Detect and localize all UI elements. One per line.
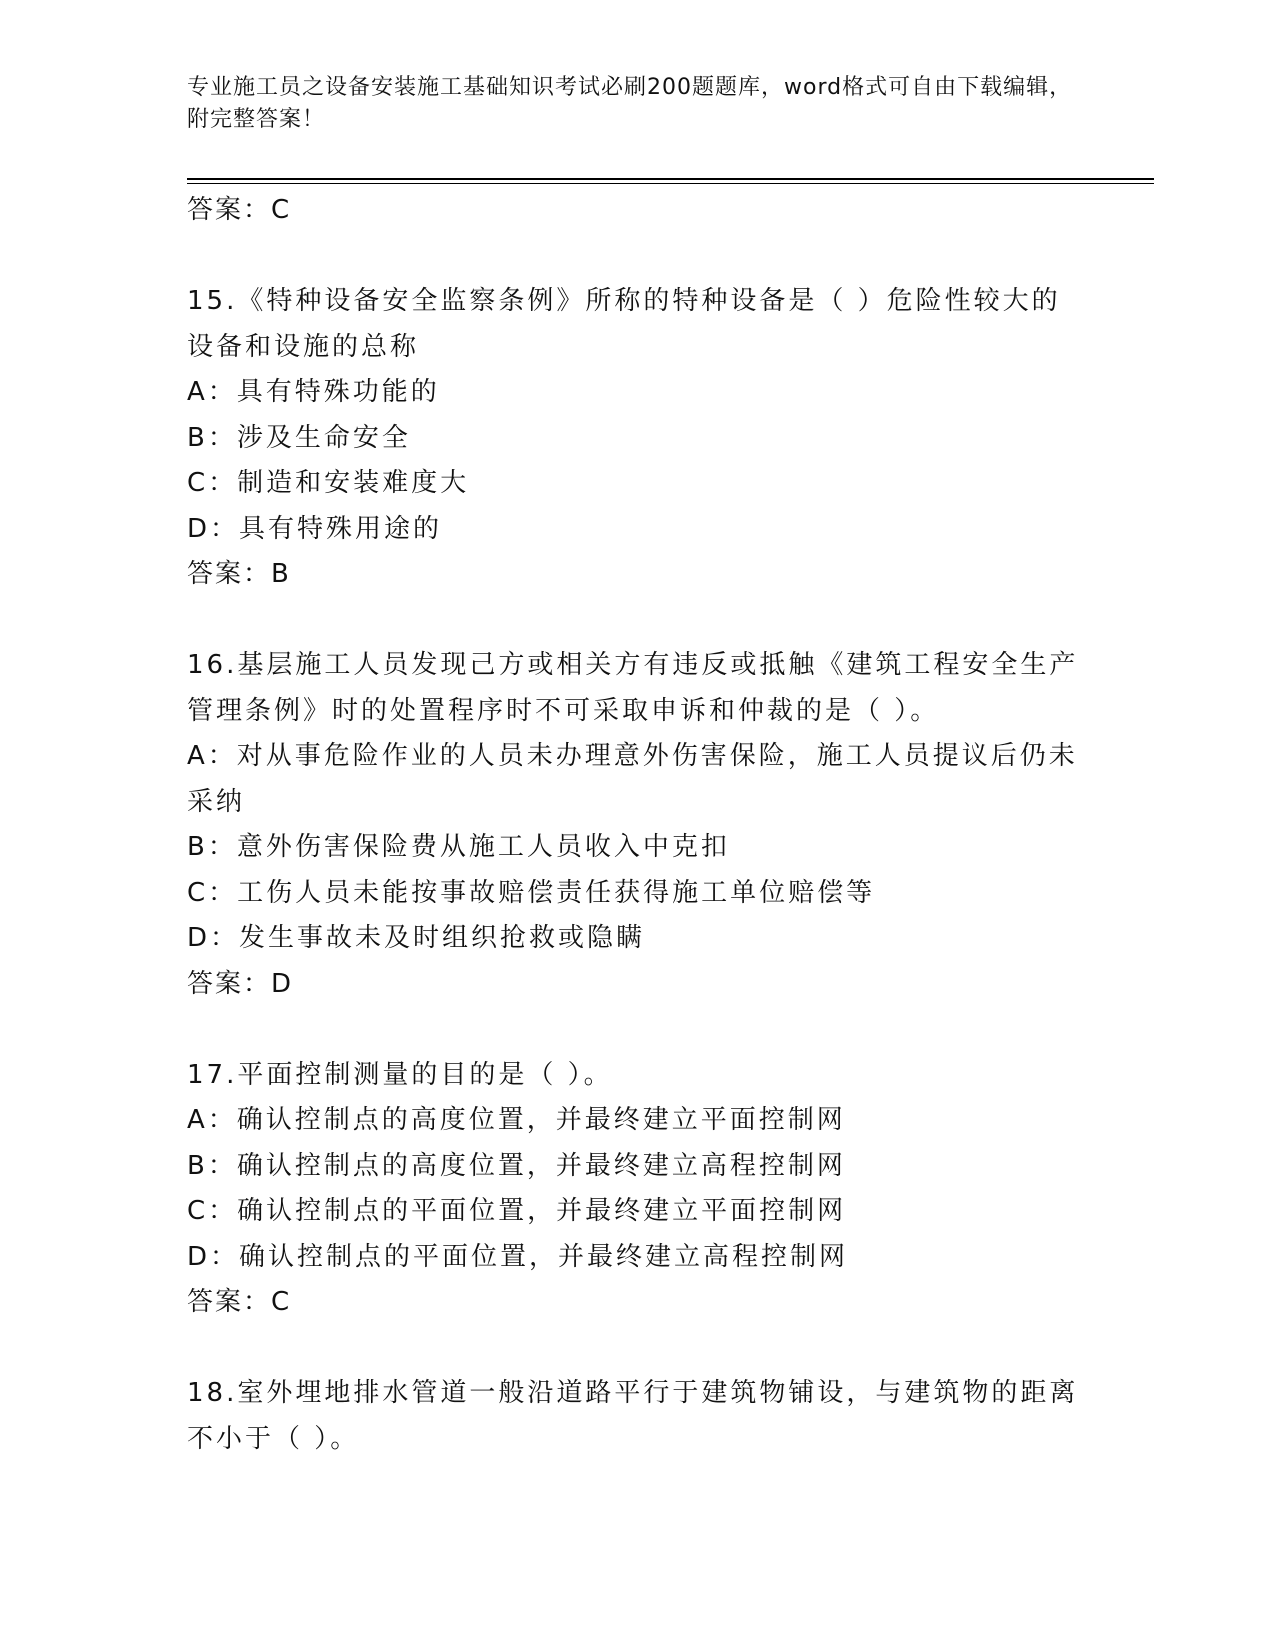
answer <box>187 1280 1087 1326</box>
question-17 <box>187 1053 1087 1326</box>
option-c: C：制造和安装难度大 <box>187 468 470 498</box>
header-divider-thin <box>187 183 1154 184</box>
option-b: B：意外伤害保险费从施工人员收入中克扣 <box>187 832 730 862</box>
option-a-continued: 采纳 <box>187 786 246 817</box>
question-list <box>187 188 1087 1462</box>
option-d: D：发生事故未及时组织抢救或隐瞒 <box>187 923 646 953</box>
option-b: B：确认控制点的高度位置，并最终建立高程控制网 <box>187 1150 846 1181</box>
answer <box>187 552 1087 598</box>
question-18 <box>187 1371 1087 1462</box>
spacer <box>187 1007 1087 1053</box>
answer-value: D <box>271 968 294 999</box>
spacer <box>187 234 1087 280</box>
answer-value: C <box>271 195 292 225</box>
question-16 <box>187 643 1087 1007</box>
prev-answer <box>187 188 1087 234</box>
question-15 <box>187 279 1087 598</box>
question-text-line: 16.基层施工人员发现己方或相关方有违反或抵触《建筑工程安全生产 <box>187 650 1079 680</box>
answer-label: 答案： <box>187 559 272 589</box>
answer <box>187 962 1087 1008</box>
option-c: C：工伤人员未能按事故赔偿责任获得施工单位赔偿等 <box>187 877 876 908</box>
header-divider-thick <box>187 178 1154 180</box>
option-b: B：涉及生命安全 <box>187 422 411 453</box>
answer-label: 答案： <box>187 968 272 999</box>
question-text-line: 17.平面控制测量的目的是（ ）。 <box>187 1059 613 1090</box>
answer-label: 答案： <box>187 195 272 225</box>
option-c: C：确认控制点的平面位置，并最终建立平面控制网 <box>187 1196 847 1226</box>
page-header <box>187 72 1087 136</box>
option-d: D：确认控制点的平面位置，并最终建立高程控制网 <box>187 1241 849 1272</box>
header-title: 专业施工员之设备安装施工基础知识考试必刷200题题库，word格式可自由下载编辑，附完整答案！ <box>187 75 1073 132</box>
answer-value: B <box>271 559 291 589</box>
spacer <box>187 1326 1087 1372</box>
question-text-line: 15.《特种设备安全监察条例》所称的特种设备是（ ）危险性较大的 <box>187 286 1061 316</box>
answer-label: 答案： <box>187 1287 272 1317</box>
option-d: D：具有特殊用途的 <box>187 513 443 544</box>
option-a: A：确认控制点的高度位置，并最终建立平面控制网 <box>187 1105 846 1135</box>
question-text-line: 不小于（ ）。 <box>187 1423 360 1454</box>
answer-value: C <box>271 1287 292 1317</box>
question-text-line: 18.室外埋地排水管道一般沿道路平行于建筑物铺设，与建筑物的距离 <box>187 1378 1079 1408</box>
question-text-line: 管理条例》时的处置程序时不可采取申诉和仲裁的是（ ）。 <box>187 695 940 726</box>
question-text-line: 设备和设施的总称 <box>187 331 420 362</box>
spacer <box>187 598 1087 644</box>
option-a: A：对从事危险作业的人员未办理意外伤害保险，施工人员提议后仍未 <box>187 741 1078 771</box>
option-a: A：具有特殊功能的 <box>187 377 440 407</box>
